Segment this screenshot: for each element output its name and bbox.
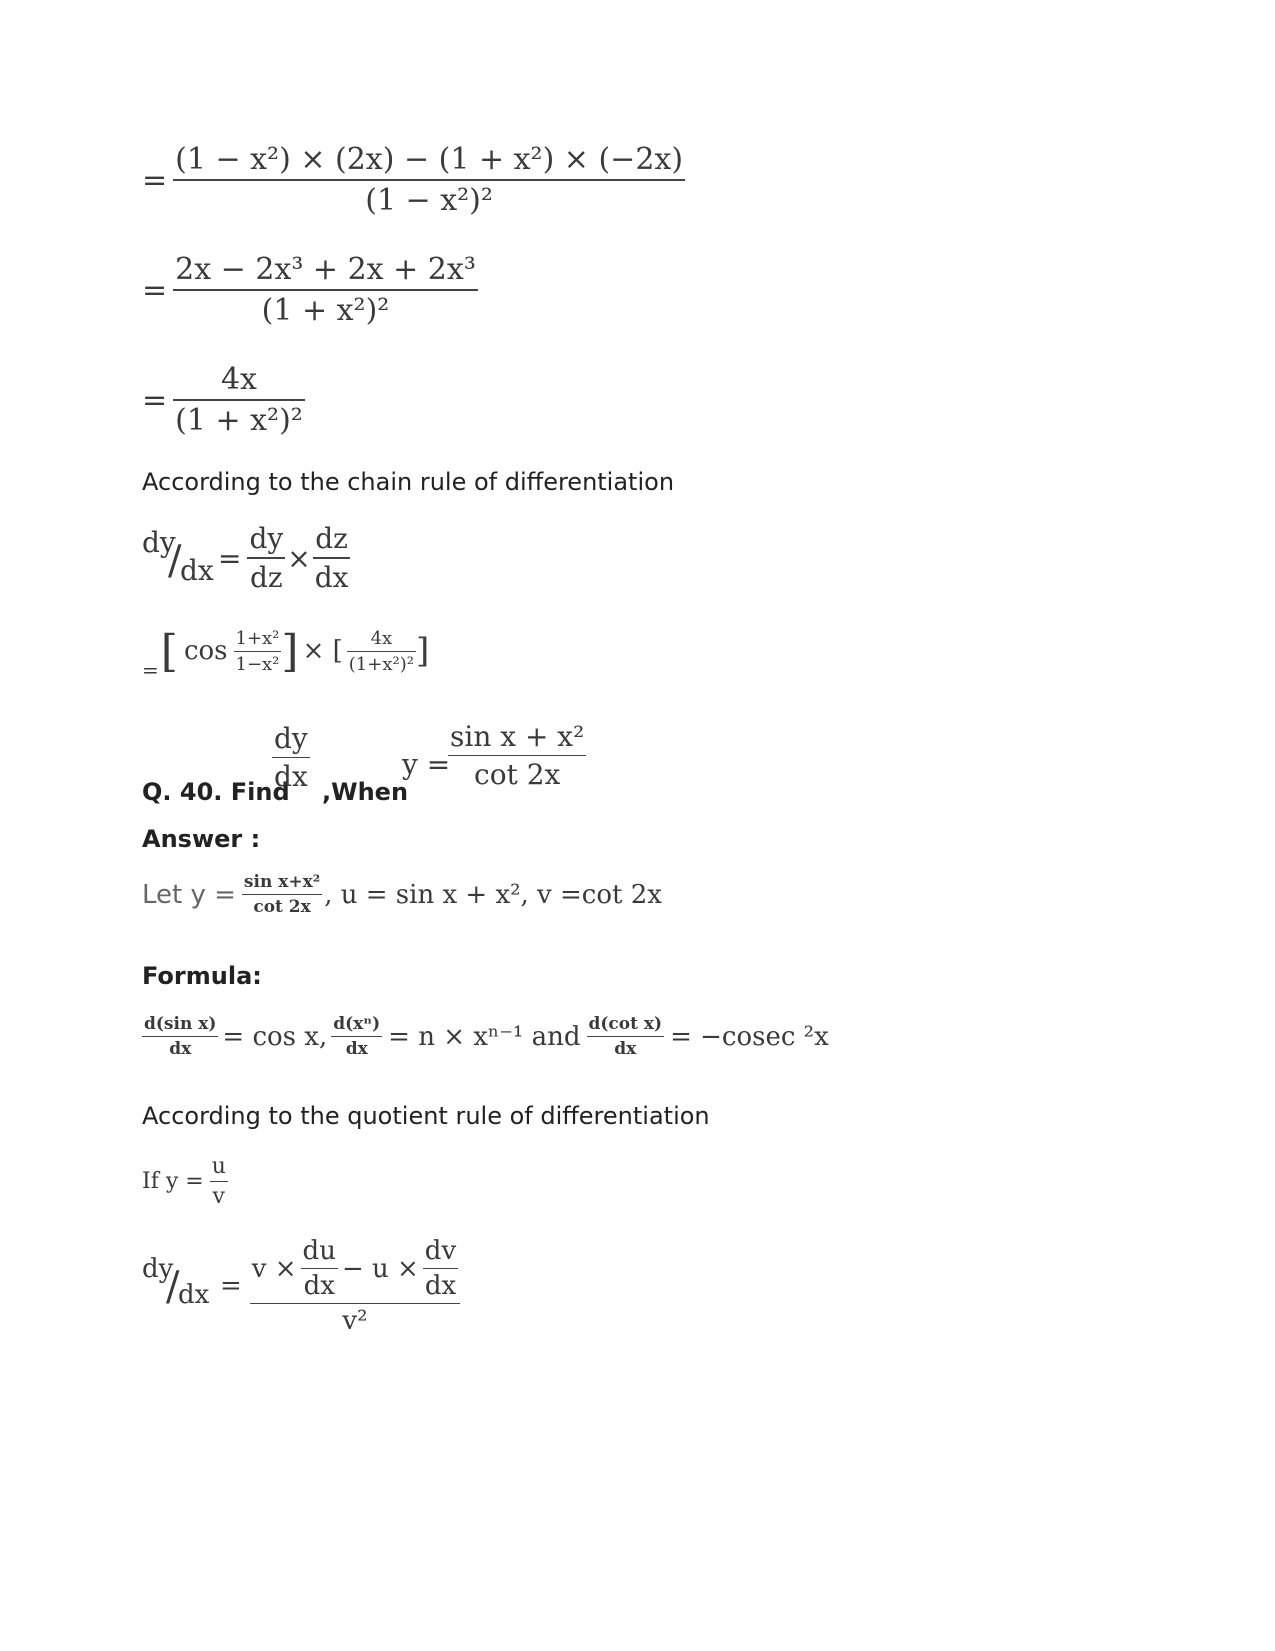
question-label: Q. 40. Find: [142, 778, 290, 806]
equals-sign: =: [142, 272, 168, 308]
step3-fraction: [173, 362, 305, 438]
step1-denominator: (1 − x²)²: [365, 183, 493, 218]
question-y-eq: y =: [402, 748, 451, 781]
step3-equation: [142, 362, 305, 438]
formula-label: Formula:: [142, 962, 262, 990]
question-when: ,When: [322, 778, 409, 806]
step3-numerator: 4x: [220, 362, 257, 397]
question-y-fraction: sin x + x² cot 2x: [450, 720, 585, 791]
step3-denominator: (1 + x²)²: [175, 403, 303, 438]
equals-sign: =: [142, 162, 168, 198]
quotient-fraction: v × $\frac{du}{dx}$ − u × $\frac{dv}{dx}$ v²: [250, 1236, 460, 1336]
step2-equation: [142, 252, 478, 328]
equals-sign: =: [142, 382, 168, 418]
chain-rule-text: According to the chain rule of differentiation: [142, 468, 675, 496]
question-40: [142, 720, 742, 815]
step2-numerator: 2x − 2x³ + 2x + 2x³: [175, 252, 476, 287]
step1-numerator: (1 − x²) × (2x) − (1 + x²) × (−2x): [175, 142, 684, 177]
dy-dx-slash: dy / dx: [142, 526, 214, 587]
step2-fraction: [173, 252, 478, 328]
formula-equation: $\frac{\text{d(sin x)}}{dx}$ = cos x, $\frac{\text{d(xⁿ)}}{dx}$ = n × xⁿ⁻¹ and $\frac{\text{d(cot x)}}{dx}$ = −cosec ²x: [144, 1014, 829, 1059]
quotient-rule-text: According to the quotient rule of differentiation: [142, 1102, 710, 1130]
question-derivative: dy dx: [274, 722, 308, 793]
answer-label: Answer :: [142, 825, 261, 853]
step1-equation: [142, 142, 685, 218]
chain-result-equation: = [ cos $\frac{\text{1+x²}}{\text{1−x²}}$ ] × [ $\frac{4x}{\text{(1+x²)²}}$ ]: [142, 625, 430, 682]
let-line: Let y = $\frac{\text{sin x+x²}}{\cot 2x}$ , u = sin x + x², v =cot 2x: [142, 872, 662, 917]
step1-fraction: [173, 142, 685, 218]
if-line: If y = $\frac{u}{v}$: [142, 1154, 226, 1209]
quotient-rule-equation: dy / dx = v × $\frac{du}{dx}$ − u × $\frac{dv}{dx}$ v²: [142, 1236, 460, 1336]
step2-denominator: (1 + x²)²: [261, 293, 390, 328]
chain-rule-equation: dy / dx = $\frac{dy}{dz}$ × $\frac{dz}{dx}$: [142, 522, 349, 594]
dy-dx-slash: dy / dx: [142, 1254, 210, 1310]
